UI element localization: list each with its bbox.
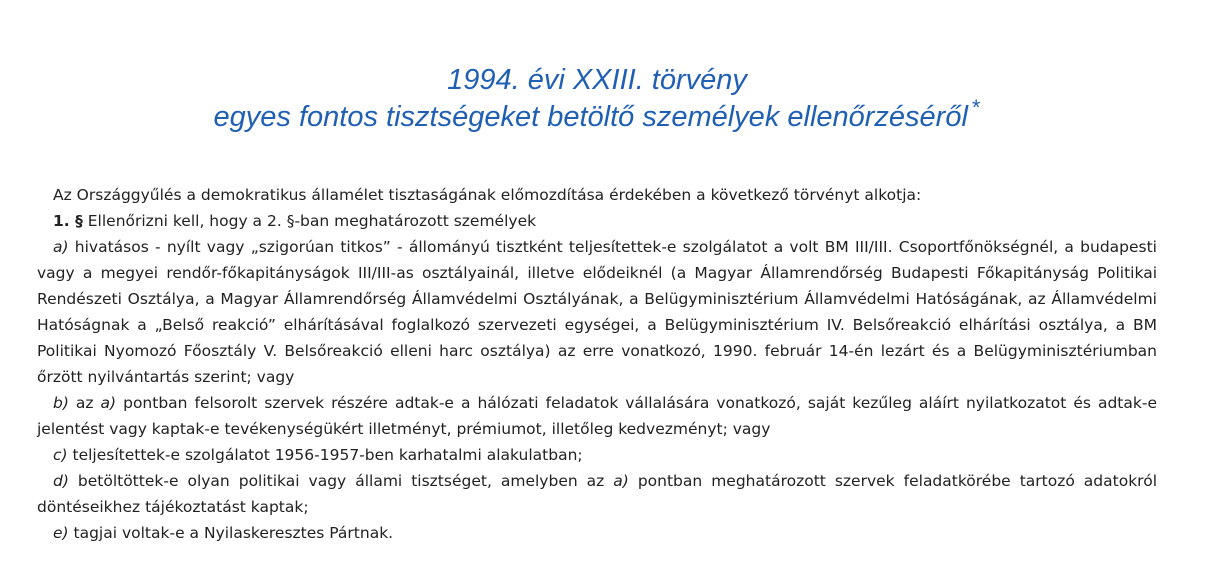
law-title bbox=[37, 62, 1157, 136]
item-text-pre: az bbox=[68, 394, 101, 412]
list-item-c bbox=[37, 442, 1157, 468]
list-item-a bbox=[37, 234, 1157, 390]
section-text: Ellenőrizni kell, hogy a 2. §-ban meghatározott személyek bbox=[82, 212, 537, 230]
item-label: c) bbox=[53, 446, 68, 464]
section-number: 1. § bbox=[53, 212, 83, 230]
item-text-pre: betöltöttek-e olyan politikai vagy állami tisztséget, amelyben az bbox=[68, 472, 614, 490]
item-reference: a) bbox=[613, 472, 629, 490]
item-label: e) bbox=[53, 524, 69, 542]
law-body bbox=[37, 182, 1157, 546]
item-reference: a) bbox=[100, 394, 117, 412]
item-label: a) bbox=[53, 238, 69, 256]
law-title-subject: egyes fontos tisztségeket betöltő személyek ellenőrzéséről bbox=[213, 101, 968, 133]
law-title-line2 bbox=[37, 95, 1157, 136]
item-label: b) bbox=[53, 394, 69, 412]
footnote-link[interactable]: * bbox=[971, 95, 981, 121]
preamble: Az Országgyűlés a demokratikus államélet tisztaságának előmozdítása érdekében a következő törvényt alkotja: bbox=[53, 186, 922, 204]
item-text: pontban meghatározott szervek feladatkörébe tartozó adatokról döntéseikhez tájékoztatást kaptak; bbox=[37, 472, 1157, 516]
item-text: hivatásos - nyílt vagy „szigorúan titkos” - állományú tisztként teljesítettek-e szolgálatot a volt BM III/III. Csoportfőnökségnél, a budapesti vagy a megyei rendőr-főkapitányságok III/III-as osztályainál, illetve elődeiknél (a Magyar Államrendőrség Budapesti Főkapitányság Politikai Rendészeti Osztálya, a Magyar Államrendőrség Államvédelmi Osztályának, a Belügyminisztérium Államvédelmi Hatóságának, az Államvédelmi Hatóságnak a „Belső reakció” elhárításával foglalkozó szervezeti egységei, a Belügyminisztérium IV. Belsőreakció elhárítási osztálya, a BM Politikai Nyomozó Főosztály V. Belsőreakció elleni harc osztálya) az erre vonatkozó, 1990. február 14-én lezárt és a Belügyminisztériumban őrzött nyilvántartás szerint; vagy bbox=[37, 238, 1157, 386]
item-label: d) bbox=[53, 472, 69, 490]
item-text: teljesítettek-e szolgálatot 1956-1957-ben karhatalmi alakulatban; bbox=[67, 446, 583, 464]
item-text: pontban felsorolt szervek részére adtak-e a hálózati feladatok vállalására vonatkozó, saját kezűleg aláírt nyilatkozatot és adtak-e jelentést vagy kaptak-e tevékenységükért illetményt, prémiumot, illetőleg kedvezményt; vagy bbox=[37, 394, 1157, 438]
section-1 bbox=[37, 208, 1157, 234]
list-item-b bbox=[37, 390, 1157, 442]
item-text: tagjai voltak-e a Nyilaskeresztes Pártnak. bbox=[68, 524, 394, 542]
list-item-e bbox=[37, 520, 1157, 546]
law-title-line1: 1994. évi XXIII. törvény bbox=[447, 64, 747, 96]
list-item-d bbox=[37, 468, 1157, 520]
